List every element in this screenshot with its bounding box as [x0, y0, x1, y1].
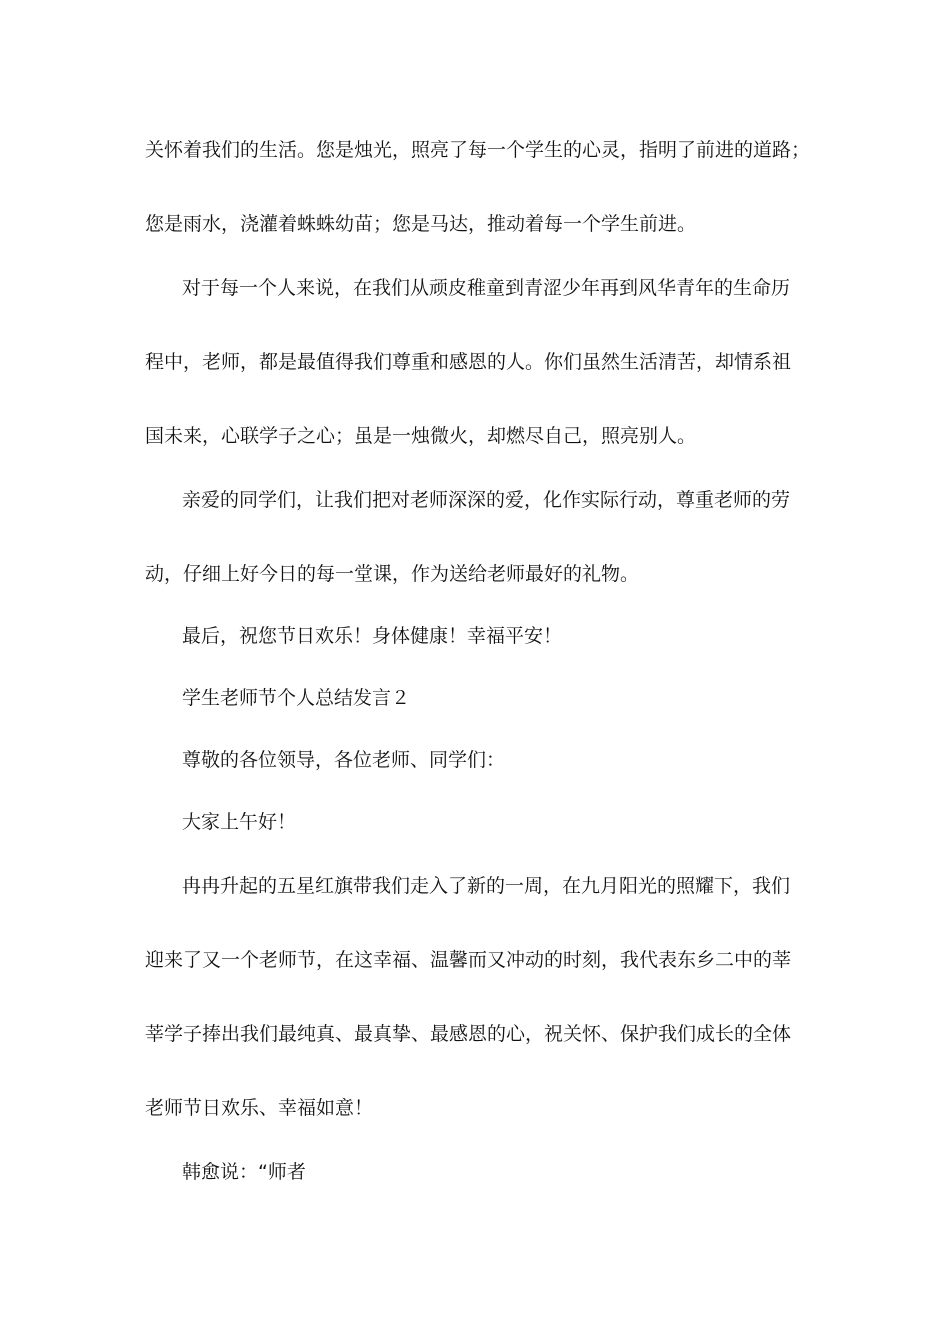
paragraph-line: 韩愈说：“师者	[182, 1161, 306, 1183]
paragraph-line: 关怀着我们的生活。您是烛光，照亮了每一个学生的心灵，指明了前进的道路；	[145, 139, 811, 161]
paragraph-line: 程中，老师，都是最值得我们尊重和感恩的人。你们虽然生活清苦，却情系祖	[145, 351, 792, 373]
paragraph-line: 国未来，心联学子之心；虽是一烛微火，却燃尽自己，照亮别人。	[145, 425, 697, 447]
paragraph-line: 迎来了又一个老师节，在这幸福、温馨而又冲动的时刻，我代表东乡二中的莘	[145, 949, 792, 971]
paragraph-line: 动，仔细上好今日的每一堂课，作为送给老师最好的礼物。	[145, 563, 640, 585]
paragraph-line: 老师节日欢乐、幸福如意！	[145, 1097, 374, 1119]
paragraph-line: 您是雨水，浇灌着蛛蛛幼苗；您是马达，推动着每一个学生前进。	[145, 213, 697, 235]
closing-line: 最后，祝您节日欢乐！身体健康！幸福平安！	[182, 625, 563, 647]
section-title: 学生老师节个人总结发言２	[182, 687, 411, 709]
paragraph-line: 亲爱的同学们，让我们把对老师深深的爱，化作实际行动，尊重老师的劳	[182, 489, 791, 511]
paragraph-line: 冉冉升起的五星红旗带我们走入了新的一周，在九月阳光的照耀下，我们	[182, 875, 791, 897]
salutation-line: 尊敬的各位领导，各位老师、同学们：	[182, 749, 506, 771]
paragraph-line: 对于每一个人来说，在我们从顽皮稚童到青涩少年再到风华青年的生命历	[182, 277, 791, 299]
paragraph-line: 莘学子捧出我们最纯真、最真挚、最感恩的心，祝关怀、保护我们成长的全体	[145, 1023, 792, 1045]
greeting-line: 大家上午好！	[182, 811, 297, 833]
